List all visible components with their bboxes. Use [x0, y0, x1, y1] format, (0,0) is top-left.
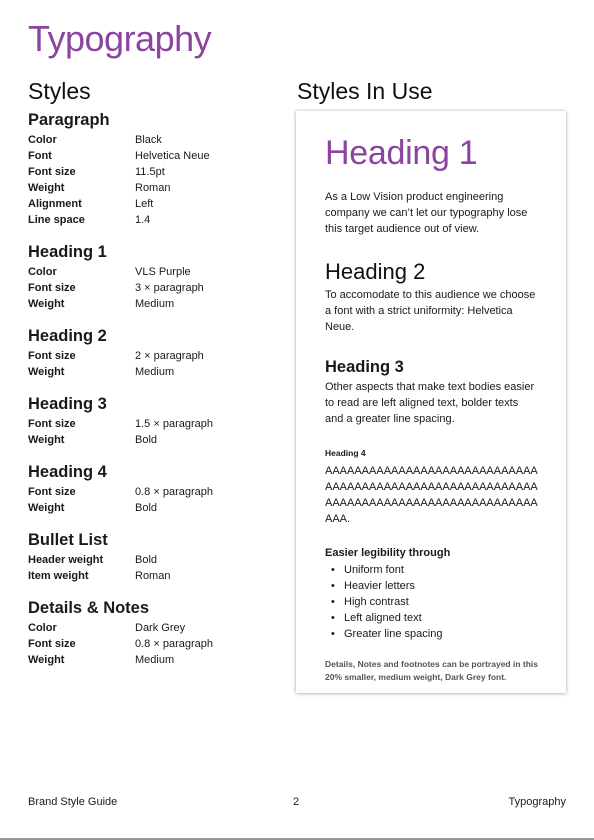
property-name: Weight	[28, 366, 65, 378]
property-name: Font	[28, 150, 52, 162]
property-name: Weight	[28, 502, 65, 514]
footer-left: Brand Style Guide	[28, 796, 118, 808]
styles-in-use-card	[296, 111, 566, 693]
property-name: Font size	[28, 486, 76, 498]
style-group	[28, 110, 278, 228]
style-property-row	[28, 132, 278, 148]
bullet-item: • Uniform font	[331, 562, 538, 578]
style-property-row	[28, 636, 278, 652]
styles-heading: Styles	[28, 78, 91, 104]
style-group	[28, 462, 278, 516]
footer-right: Typography	[508, 796, 566, 808]
style-property-row	[28, 148, 278, 164]
property-value: 1.5 × paragraph	[135, 418, 213, 430]
style-property-row	[28, 364, 278, 380]
style-group	[28, 530, 278, 584]
property-value: 0.8 × paragraph	[135, 638, 213, 650]
property-value: 2 × paragraph	[135, 350, 204, 362]
style-group-title: Details & Notes	[28, 599, 150, 617]
property-value: 11.5pt	[135, 166, 165, 178]
style-group-title: Heading 4	[28, 463, 107, 481]
style-property-row	[28, 620, 278, 636]
property-value: Roman	[135, 570, 171, 582]
example-heading-1: Heading 1	[325, 134, 478, 172]
property-name: Font size	[28, 350, 76, 362]
style-property-row	[28, 652, 278, 668]
styles-list	[28, 110, 278, 682]
style-property-row	[28, 432, 278, 448]
style-property-row	[28, 296, 278, 312]
property-value: Medium	[135, 298, 175, 310]
style-property-row	[28, 180, 278, 196]
example-heading-4: Heading 4	[325, 448, 366, 458]
bullet-list-header: Easier legibility through	[325, 547, 451, 559]
property-name: Weight	[28, 298, 65, 310]
style-group	[28, 242, 278, 312]
property-name: Font size	[28, 418, 76, 430]
property-name: Color	[28, 266, 57, 278]
property-value: Bold	[135, 502, 158, 514]
style-group	[28, 598, 278, 668]
property-value: Roman	[135, 182, 171, 194]
property-value: 3 × paragraph	[135, 282, 204, 294]
style-property-row	[28, 348, 278, 364]
property-name: Font size	[28, 638, 76, 650]
style-property-row	[28, 500, 278, 516]
style-group-title: Heading 3	[28, 395, 107, 413]
bullet-item: • High contrast	[331, 594, 538, 610]
property-value: 1.4	[135, 214, 151, 226]
property-value: Medium	[135, 366, 175, 378]
page-number: 2	[293, 796, 300, 808]
example-paragraph-2: To accomodate to this audience we choose a font with a strict uniformity: Helvetica Neue.	[325, 289, 536, 333]
property-name: Alignment	[28, 198, 82, 210]
page-title: Typography	[28, 18, 212, 59]
bullet-list	[325, 562, 538, 642]
styles-in-use-heading: Styles In Use	[297, 78, 433, 104]
style-group-title: Heading 2	[28, 327, 107, 345]
bullet-item: • Heavier letters	[331, 578, 538, 594]
property-value: VLS Purple	[135, 266, 191, 278]
property-name: Item weight	[28, 570, 89, 582]
style-property-row	[28, 264, 278, 280]
bullet-item: • Greater line spacing	[331, 626, 538, 642]
property-name: Font size	[28, 282, 76, 294]
property-value: Medium	[135, 654, 175, 666]
style-property-row	[28, 212, 278, 228]
property-name: Color	[28, 622, 57, 634]
example-paragraph-3: Other aspects that make text bodies easier to read are left aligned text, bolder texts and a greater line spacing.	[325, 381, 535, 425]
example-note: Details, Notes and footnotes can be portrayed in this 20% smaller, medium weight, Dark Grey font.	[325, 659, 539, 682]
style-group	[28, 326, 278, 380]
style-group-title: Heading 1	[28, 243, 107, 261]
property-value: Bold	[135, 554, 158, 566]
style-property-row	[28, 568, 278, 584]
style-group-title: Paragraph	[28, 111, 110, 129]
property-name: Color	[28, 134, 57, 146]
property-name: Font size	[28, 166, 76, 178]
style-group-title: Bullet List	[28, 531, 108, 549]
property-value: Dark Grey	[135, 622, 186, 634]
style-group	[28, 394, 278, 448]
property-value: Black	[135, 134, 162, 146]
example-heading-3: Heading 3	[325, 358, 404, 376]
property-name: Line space	[28, 214, 85, 226]
style-property-row	[28, 280, 278, 296]
property-value: 0.8 × paragraph	[135, 486, 213, 498]
style-property-row	[28, 164, 278, 180]
property-value: Left	[135, 198, 154, 210]
property-name: Weight	[28, 182, 65, 194]
example-long-text: AAAAAAAAAAAAAAAAAAAAAAAAAAAAAAAAAAAAAAAAAAAAAAAAAAAAAAAAAAAAAAAAAAAAAAAAAAAAAAAAAAAAAAAAAA.	[325, 465, 538, 525]
style-property-row	[28, 484, 278, 500]
style-property-row	[28, 416, 278, 432]
property-name: Weight	[28, 434, 65, 446]
style-property-row	[28, 196, 278, 212]
style-property-row	[28, 552, 278, 568]
property-name: Weight	[28, 654, 65, 666]
property-name: Header weight	[28, 554, 104, 566]
example-paragraph-1: As a Low Vision product engineering company we can’t let our typography lose this target audience out of view.	[325, 191, 528, 235]
property-value: Bold	[135, 434, 158, 446]
property-value: Helvetica Neue	[135, 150, 210, 162]
example-heading-2: Heading 2	[325, 259, 426, 284]
bullet-item: • Left aligned text	[331, 610, 538, 626]
